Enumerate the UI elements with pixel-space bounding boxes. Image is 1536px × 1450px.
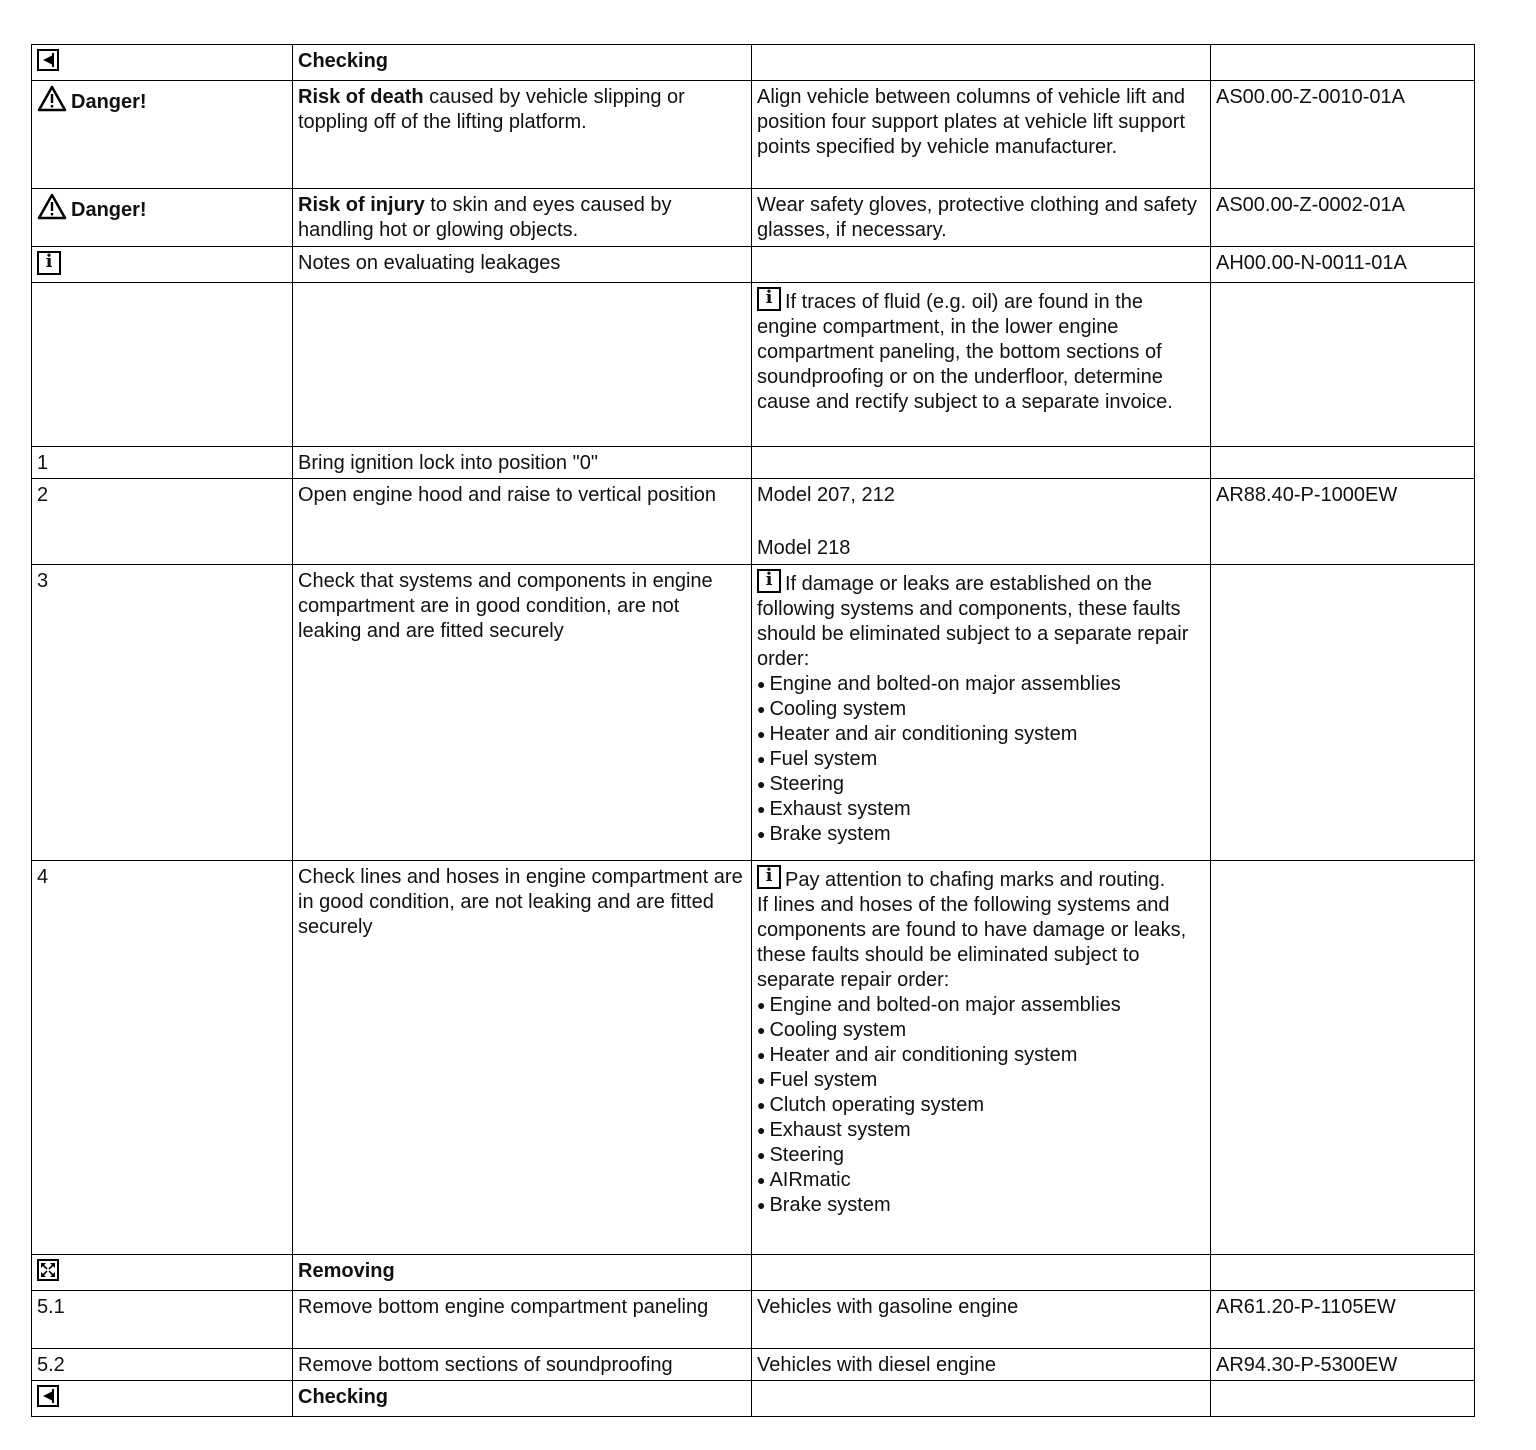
list-item: ● Heater and air conditioning system bbox=[757, 722, 1205, 747]
section-row-checking bbox=[32, 1381, 1475, 1417]
list-item: ● Exhaust system bbox=[757, 1118, 1205, 1143]
list-item: ● Steering bbox=[757, 1143, 1205, 1168]
section-title: Checking bbox=[293, 45, 752, 81]
table-row bbox=[32, 861, 1475, 1255]
note-text: If traces of fluid (e.g. oil) are found in the engine compartment, in the lower engine compartment paneling, the bottom sections of soundproofing or on the underfloor, determine cause and rectify subject to a separate invoice. bbox=[757, 291, 1173, 413]
risk-title: Risk of death bbox=[298, 86, 424, 108]
list-item: ● Brake system bbox=[757, 1193, 1205, 1218]
document-reference[interactable]: AR94.30-P-5300EW bbox=[1211, 1349, 1475, 1381]
step-text: Remove bottom sections of soundproofing bbox=[293, 1349, 752, 1381]
note-text: If damage or leaks are established on the following systems and components, these faults should be eliminated subject to a separate repair order: bbox=[757, 573, 1189, 670]
info-icon: i bbox=[757, 287, 781, 311]
risk-text: to skin and eyes caused by handling hot or glowing objects. bbox=[298, 194, 672, 241]
warning-triangle-icon bbox=[37, 193, 67, 220]
table-row bbox=[32, 565, 1475, 861]
risk-text: caused by vehicle slipping or toppling off of the lifting platform. bbox=[298, 86, 685, 133]
instruction-text: Wear safety gloves, protective clothing and safety glasses, if necessary. bbox=[752, 189, 1211, 247]
section-title: Removing bbox=[293, 1255, 752, 1291]
table-row bbox=[32, 447, 1475, 479]
note-text: Pay attention to chafing marks and routing. bbox=[785, 869, 1166, 891]
step-text: Check lines and hoses in engine compartment are in good condition, are not leaking and are fitted securely bbox=[293, 861, 752, 1255]
step-number: 4 bbox=[32, 861, 293, 1255]
step-text: Check that systems and components in engine compartment are in good condition, are not leaking and are fitted securely bbox=[293, 565, 752, 861]
step-number: 3 bbox=[32, 565, 293, 861]
section-row-checking bbox=[32, 45, 1475, 81]
danger-label: Danger! bbox=[71, 199, 147, 221]
list-item: ● Exhaust system bbox=[757, 797, 1205, 822]
document-reference[interactable]: AR88.40-P-1000EW bbox=[1211, 479, 1475, 565]
condition-text: Vehicles with gasoline engine bbox=[752, 1291, 1211, 1349]
document-reference[interactable]: AS00.00-Z-0002-01A bbox=[1211, 189, 1475, 247]
table-row bbox=[32, 81, 1475, 189]
list-item: ● AIRmatic bbox=[757, 1168, 1205, 1193]
step-text: Open engine hood and raise to vertical position bbox=[293, 479, 752, 565]
table-row bbox=[32, 1291, 1475, 1349]
condition-text: Vehicles with diesel engine bbox=[752, 1349, 1211, 1381]
model-variant: Model 218 bbox=[757, 537, 851, 559]
list-item: ● Fuel system bbox=[757, 1068, 1205, 1093]
list-item: ● Heater and air conditioning system bbox=[757, 1043, 1205, 1068]
risk-title: Risk of injury bbox=[298, 194, 425, 216]
danger-label: Danger! bbox=[71, 91, 147, 113]
list-item: ● Cooling system bbox=[757, 1018, 1205, 1043]
step-text: Remove bottom engine compartment paneling bbox=[293, 1291, 752, 1349]
expand-arrows-icon bbox=[37, 1259, 59, 1281]
model-variant: Model 207, 212 bbox=[757, 484, 895, 506]
back-arrow-icon bbox=[37, 1385, 59, 1407]
document-reference[interactable]: AH00.00-N-0011-01A bbox=[1211, 247, 1475, 283]
list-item: ● Fuel system bbox=[757, 747, 1205, 772]
section-title: Checking bbox=[293, 1381, 752, 1417]
section-row-removing bbox=[32, 1255, 1475, 1291]
step-number: 2 bbox=[32, 479, 293, 565]
table-row bbox=[32, 189, 1475, 247]
note-text: If lines and hoses of the following systems and components are found to have damage or leaks, these faults should be eliminated subject to separate repair order: bbox=[757, 894, 1187, 991]
procedure-table bbox=[31, 44, 1475, 1417]
warning-triangle-icon bbox=[37, 85, 67, 112]
list-item: ● Steering bbox=[757, 772, 1205, 797]
step-text: Bring ignition lock into position "0" bbox=[293, 447, 752, 479]
step-number: 5.2 bbox=[32, 1349, 293, 1381]
back-arrow-icon bbox=[37, 49, 59, 71]
info-icon: i bbox=[757, 865, 781, 889]
step-number: 5.1 bbox=[32, 1291, 293, 1349]
list-item: ● Brake system bbox=[757, 822, 1205, 847]
list-item: ● Engine and bolted-on major assemblies bbox=[757, 993, 1205, 1018]
document-reference[interactable]: AS00.00-Z-0010-01A bbox=[1211, 81, 1475, 189]
table-row bbox=[32, 283, 1475, 447]
note-title: Notes on evaluating leakages bbox=[293, 247, 752, 283]
list-item: ● Engine and bolted-on major assemblies bbox=[757, 672, 1205, 697]
table-row bbox=[32, 479, 1475, 565]
table-row bbox=[32, 1349, 1475, 1381]
info-icon: i bbox=[757, 569, 781, 593]
list-item: ● Clutch operating system bbox=[757, 1093, 1205, 1118]
info-icon: i bbox=[37, 251, 61, 275]
step-number: 1 bbox=[32, 447, 293, 479]
document-reference[interactable]: AR61.20-P-1105EW bbox=[1211, 1291, 1475, 1349]
instruction-text: Align vehicle between columns of vehicle lift and position four support plates at vehicle lift support points specified by vehicle manufacturer. bbox=[752, 81, 1211, 189]
list-item: ● Cooling system bbox=[757, 697, 1205, 722]
table-row bbox=[32, 247, 1475, 283]
